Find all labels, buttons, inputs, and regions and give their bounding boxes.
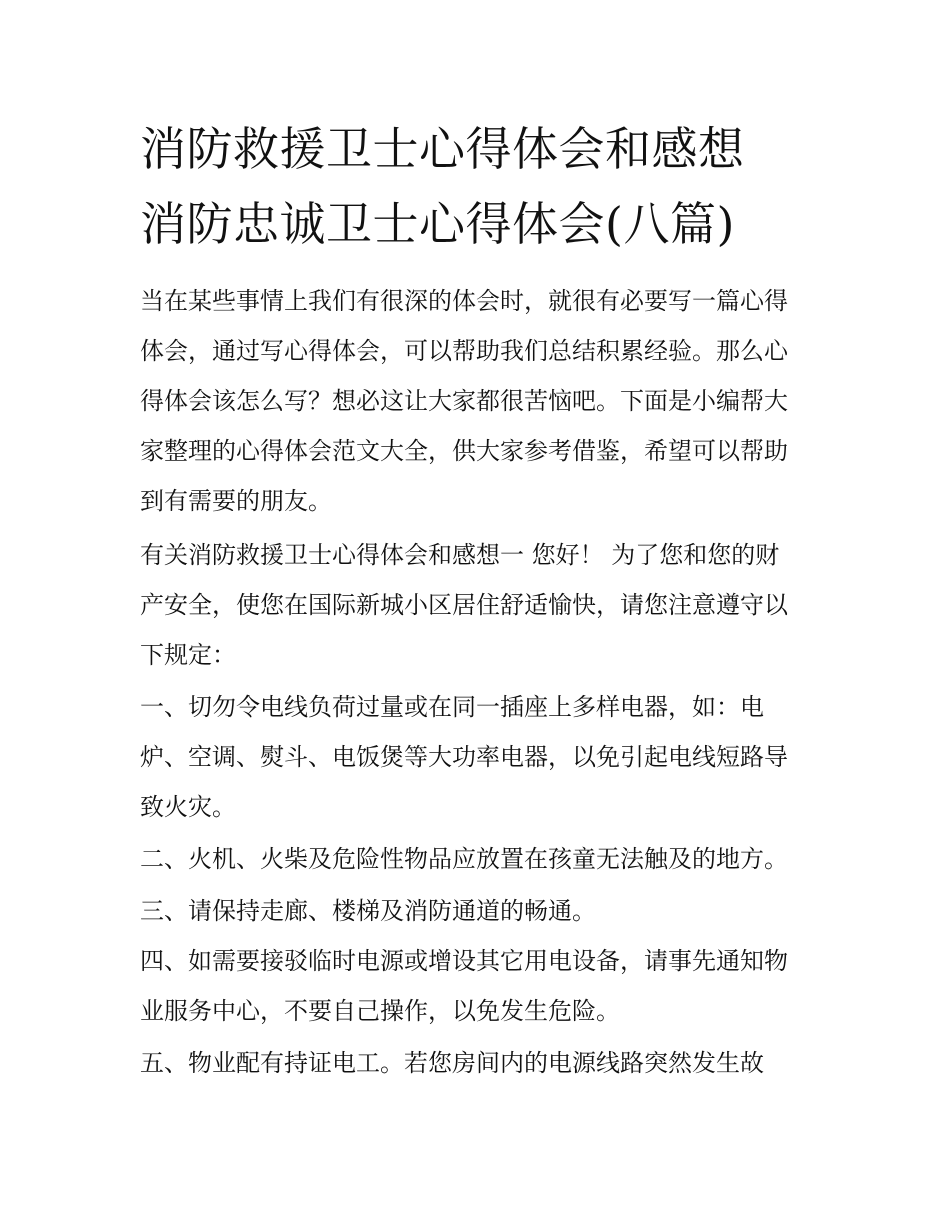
document-title-line-2: 消防忠诚卫士心得体会(八篇)	[140, 197, 735, 251]
article-line: 五、物业配有持证电工。若您房间内的电源线路突然发生故	[140, 1049, 764, 1077]
article-line: 三、请保持走廊、楼梯及消防通道的畅通。	[140, 897, 596, 925]
article-line: 产安全，使您在国际新城小区居住舒适愉快，请您注意遵守以	[140, 591, 788, 619]
intro-line: 体会，通过写心得体会，可以帮助我们总结积累经验。那么心	[140, 337, 788, 365]
article-line: 一、切勿令电线负荷过量或在同一插座上多样电器，如：电	[140, 693, 764, 721]
article-line: 致火灾。	[140, 793, 236, 821]
document-title-line-1: 消防救援卫士心得体会和感想	[140, 122, 745, 176]
article-line: 四、如需要接驳临时电源或增设其它用电设备，请事先通知物	[140, 947, 788, 975]
article-line: 有关消防救援卫士心得体会和感想一 您好！ 为了您和您的财	[140, 541, 780, 569]
intro-line: 到有需要的朋友。	[140, 487, 332, 515]
article-line: 业服务中心，不要自己操作，以免发生危险。	[140, 997, 620, 1025]
article-line: 下规定：	[140, 641, 236, 669]
article-line: 二、火机、火柴及危险性物品应放置在孩童无法触及的地方。	[140, 845, 788, 873]
intro-line: 家整理的心得体会范文大全，供大家参考借鉴，希望可以帮助	[140, 437, 788, 465]
intro-line: 得体会该怎么写？想必这让大家都很苦恼吧。下面是小编帮大	[140, 387, 788, 415]
article-line: 炉、空调、熨斗、电饭煲等大功率电器，以免引起电线短路导	[140, 743, 788, 771]
intro-line: 当在某些事情上我们有很深的体会时，就很有必要写一篇心得	[140, 287, 788, 315]
